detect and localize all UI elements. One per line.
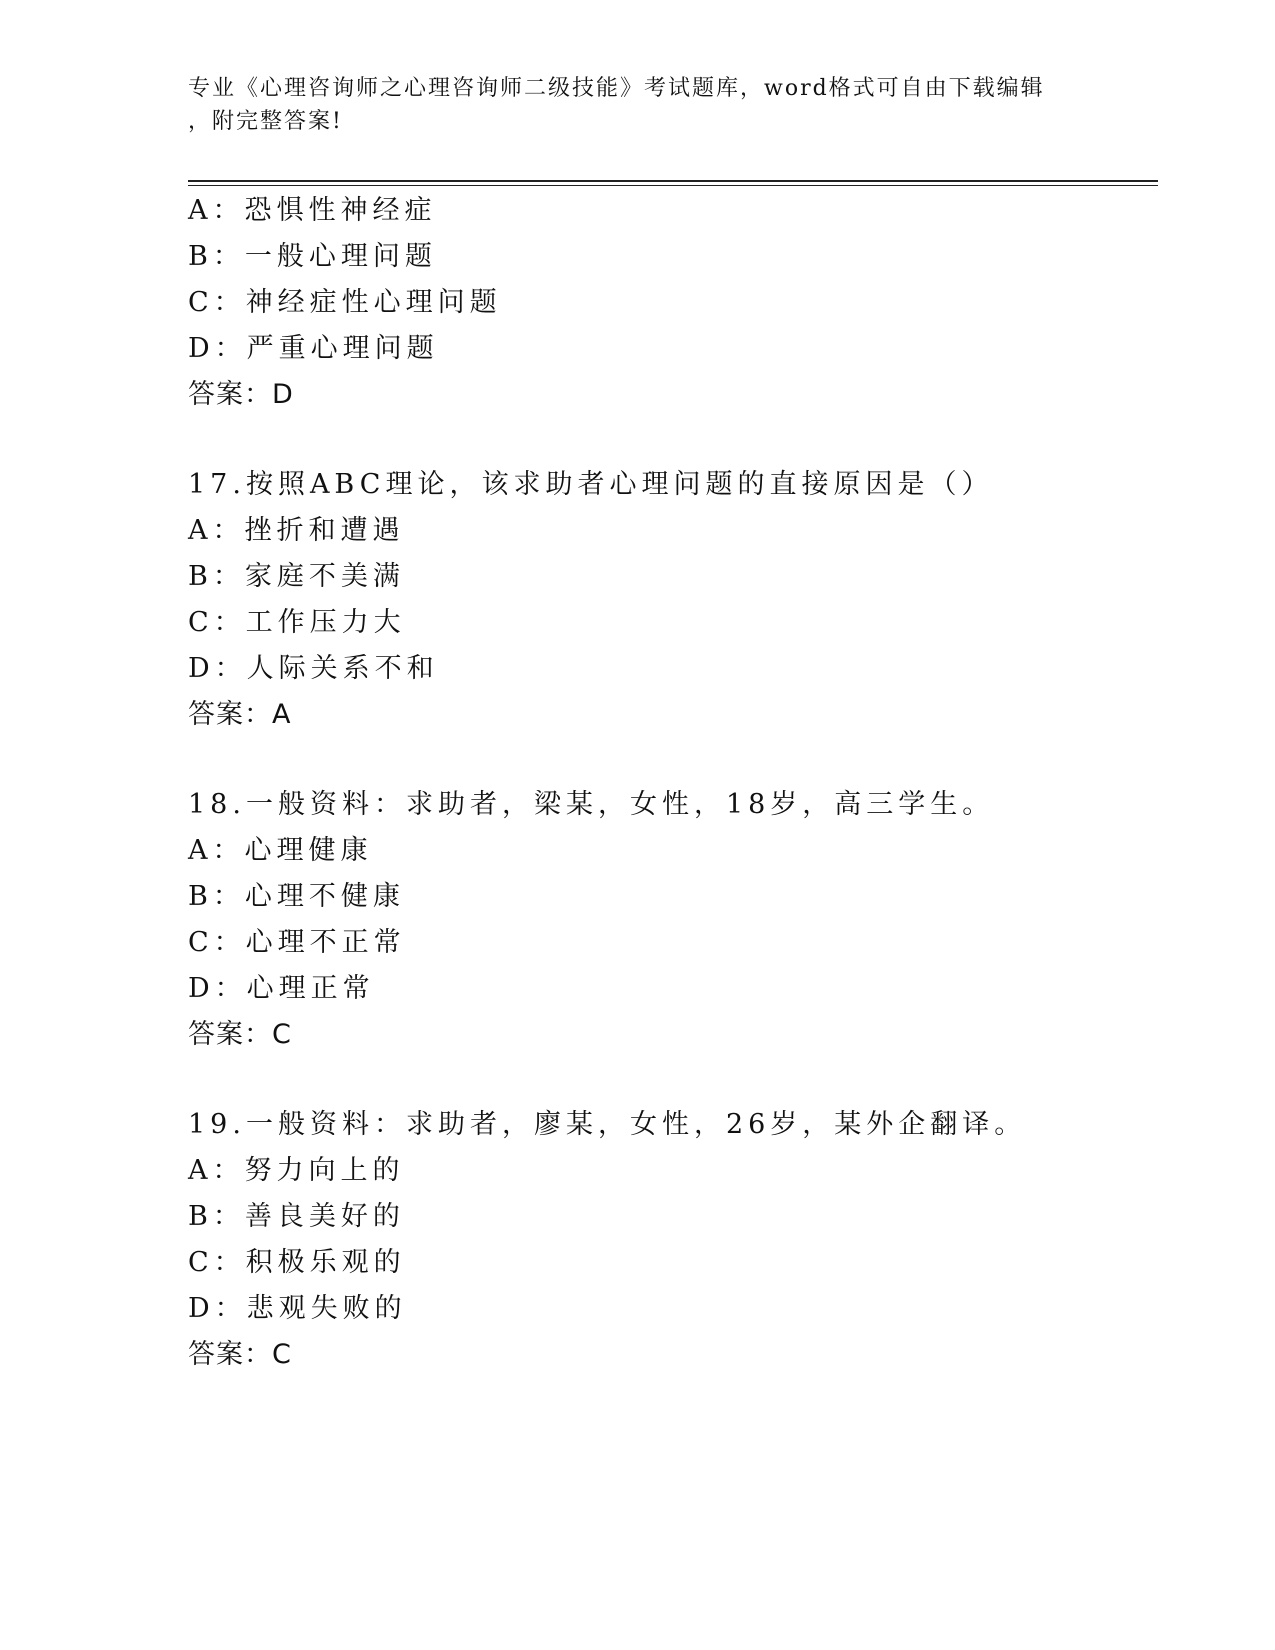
answer-line: 答案：D [188, 379, 294, 410]
question-stem: 19.一般资料：求助者，廖某，女性，26岁，某外企翻译。 [188, 1109, 1027, 1140]
option-b: B：一般心理问题 [188, 241, 437, 272]
question-list [188, 188, 1148, 1378]
option-a: A：挫折和遭遇 [188, 515, 405, 546]
question-17 [188, 462, 1148, 738]
answer-line: 答案：A [188, 699, 292, 730]
option-c: C：神经症性心理问题 [188, 287, 502, 318]
option-c: C：心理不正常 [188, 927, 406, 958]
option-c: C：积极乐观的 [188, 1247, 406, 1278]
question-19 [188, 1102, 1148, 1378]
question-stem: 18.一般资料：求助者，梁某，女性，18岁，高三学生。 [188, 789, 995, 820]
header-divider [188, 180, 1158, 186]
header-line-1: 专业《心理咨询师之心理咨询师二级技能》考试题库，word格式可自由下载编辑 [188, 76, 1045, 101]
question-stem: 17.按照ABC理论，该求助者心理问题的直接原因是（） [188, 469, 994, 500]
spacer [188, 738, 1148, 782]
option-b: B：心理不健康 [188, 881, 405, 912]
option-d: D：严重心理问题 [188, 333, 439, 364]
spacer [188, 418, 1148, 462]
option-a: A：恐惧性神经症 [188, 195, 437, 226]
option-d: D：悲观失败的 [188, 1293, 407, 1324]
answer-line: 答案：C [188, 1019, 292, 1050]
document-header [188, 72, 1088, 138]
answer-line: 答案：C [188, 1339, 292, 1370]
option-b: B：善良美好的 [188, 1201, 405, 1232]
option-d: D：心理正常 [188, 973, 375, 1004]
option-b: B：家庭不美满 [188, 561, 405, 592]
option-a: A：心理健康 [188, 835, 373, 866]
spacer [188, 1058, 1148, 1102]
header-line-2: ，附完整答案! [188, 109, 343, 134]
question-16 [188, 188, 1148, 418]
option-a: A：努力向上的 [188, 1155, 405, 1186]
option-c: C：工作压力大 [188, 607, 406, 638]
question-18 [188, 782, 1148, 1058]
option-d: D：人际关系不和 [188, 653, 439, 684]
